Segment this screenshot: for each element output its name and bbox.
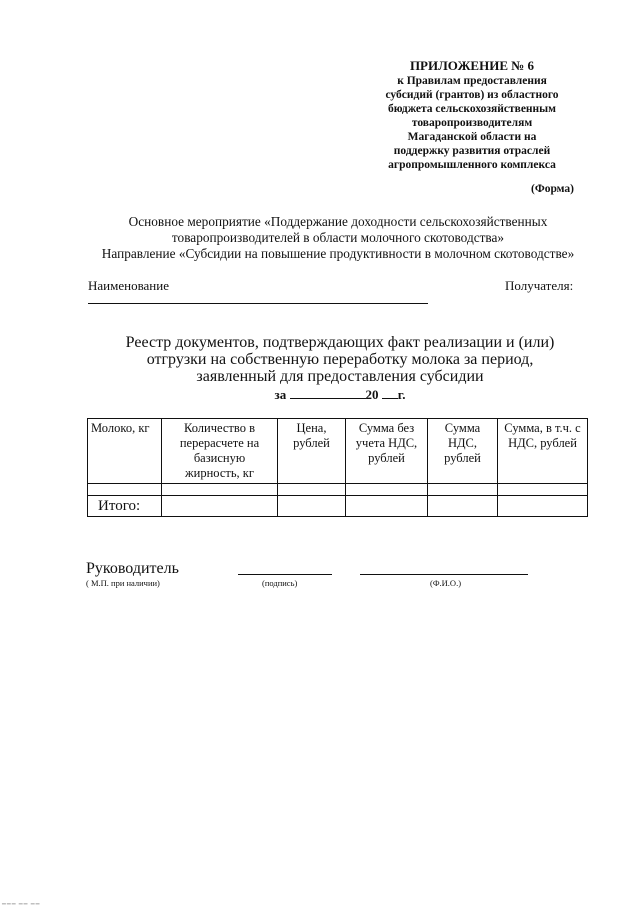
stamp-note: ( М.П. при наличии): [86, 578, 160, 588]
column-header: Количество в перерасчете на базисную жирность, кг: [162, 419, 278, 484]
appendix-line: поддержку развития отраслей: [393, 145, 551, 157]
appendix-line: агропромышленного комплекса: [388, 159, 556, 171]
name-line: [360, 574, 528, 575]
table-cell: [88, 484, 162, 496]
table-cell: [278, 484, 346, 496]
table-header-row: [88, 419, 588, 484]
appendix-header: [368, 58, 576, 172]
name-caption: (Ф.И.О.): [430, 578, 462, 588]
table-cell: [346, 496, 428, 517]
appendix-line: Магаданской области на: [407, 131, 537, 143]
measure-description: [60, 214, 616, 262]
registry-title-line: заявленный для предоставления субсидии: [196, 368, 484, 385]
column-header: Сумма без учета НДС, рублей: [346, 419, 428, 484]
period-year: 20: [365, 387, 379, 402]
table-cell: [278, 496, 346, 517]
year-blank: [382, 386, 398, 399]
table-cell: [428, 484, 498, 496]
total-label: Итого:: [88, 496, 162, 517]
name-label: Наименование: [88, 278, 169, 293]
table-row: [88, 484, 588, 496]
registry-title-line: Реестр документов, подтверждающих факт реализации и (или): [125, 334, 555, 351]
table-cell: [346, 484, 428, 496]
registry-title-line: отгрузки на собственную переработку молока за период,: [146, 351, 534, 368]
column-header: Сумма НДС, рублей: [428, 419, 498, 484]
appendix-line: бюджета сельскохозяйственным: [388, 103, 556, 115]
total-row: [88, 496, 588, 517]
period-suffix: г.: [397, 387, 406, 402]
head-label: Руководитель: [86, 560, 179, 577]
period-prefix: за: [274, 387, 287, 402]
registry-table: [87, 418, 588, 517]
table-cell: [498, 484, 588, 496]
measure-line: Основное мероприятие «Поддержание доходности сельскохозяйственных: [128, 214, 548, 229]
measure-line: Направление «Субсидии на повышение продуктивности в молочном скотоводстве»: [101, 246, 575, 261]
column-header: Сумма, в т.ч. с НДС, рублей: [498, 419, 588, 484]
name-fill-line: [88, 303, 428, 304]
column-header: Молоко, кг: [88, 419, 162, 484]
table-cell: [428, 496, 498, 517]
table-cell: [162, 496, 278, 517]
appendix-line: товаропроизводителям: [411, 117, 533, 129]
scan-artifact: ▁▁▁ ▁▁ ▁▁: [2, 900, 41, 905]
period-line: [100, 386, 580, 403]
signature-line: [238, 574, 332, 575]
registry-title: [100, 334, 580, 385]
column-header: Цена, рублей: [278, 419, 346, 484]
recipient-label: Получателя:: [505, 278, 574, 293]
measure-line: товаропроизводителей в области молочного скотоводства»: [171, 230, 505, 245]
table-cell: [162, 484, 278, 496]
table-cell: [498, 496, 588, 517]
period-blank: [290, 386, 366, 399]
appendix-line: субсидий (грантов) из областного: [385, 89, 559, 101]
appendix-title: ПРИЛОЖЕНИЕ № 6: [409, 58, 535, 73]
appendix-line: к Правилам предоставления: [397, 75, 547, 87]
form-label: (Форма): [530, 183, 574, 195]
signature-caption: (подпись): [262, 578, 298, 588]
